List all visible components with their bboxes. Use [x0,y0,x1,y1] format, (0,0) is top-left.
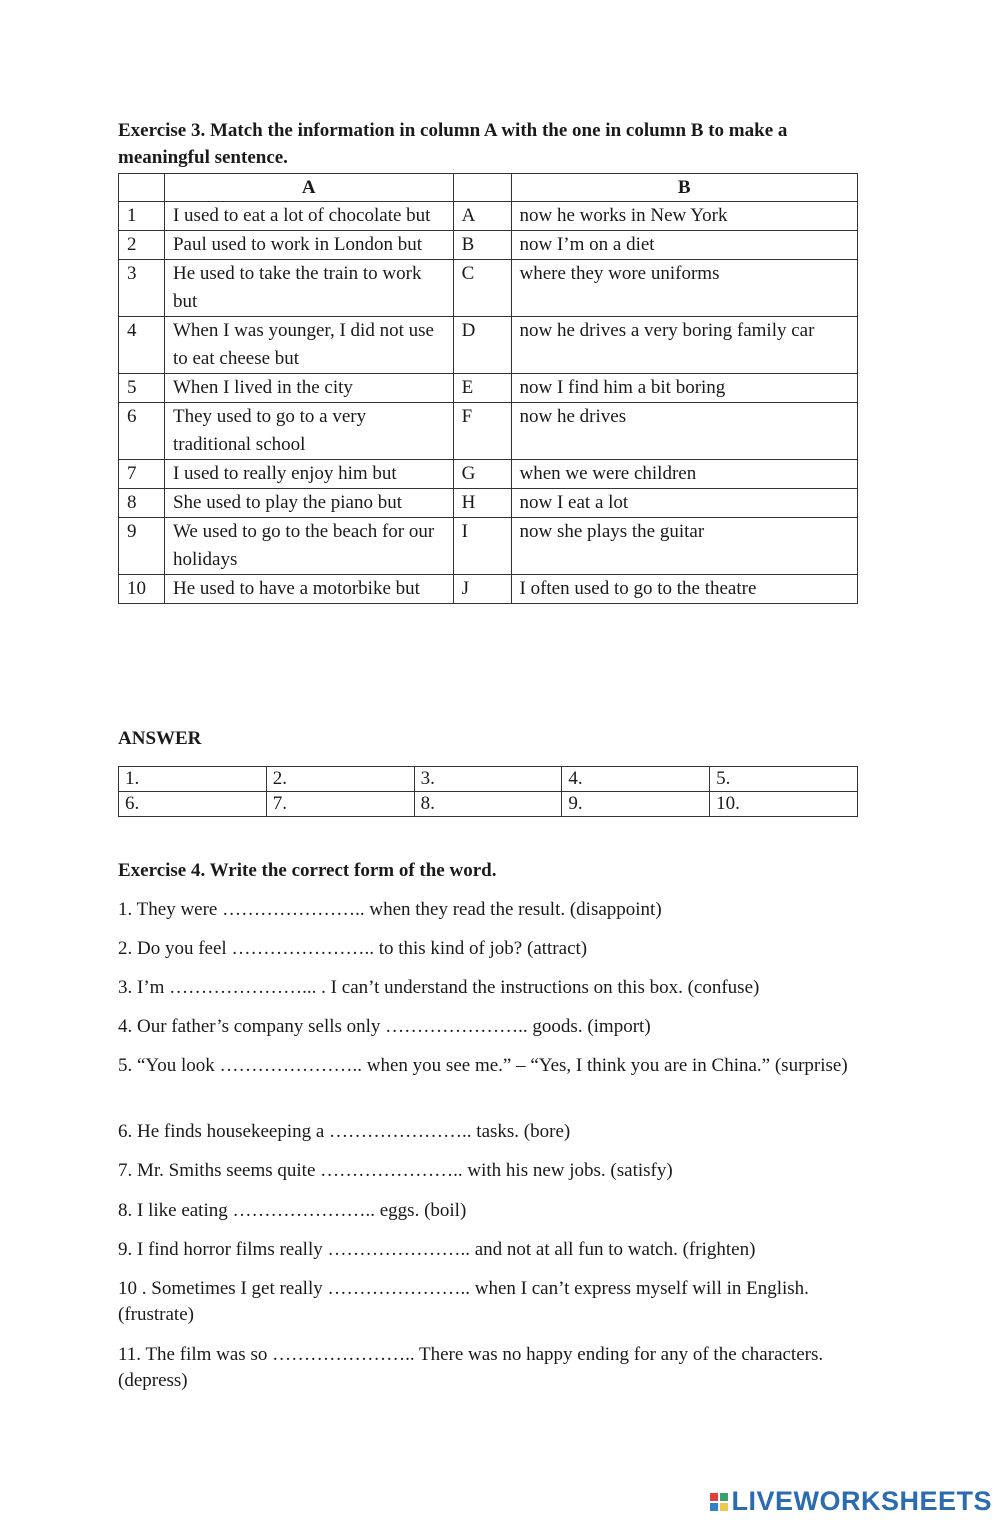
column-b-cell: now she plays the guitar [511,518,858,575]
answer-cell[interactable]: 9. [562,792,710,817]
header-letter [453,174,511,202]
table-row [119,403,858,460]
row-number: 9 [119,518,165,575]
answer-cell[interactable]: 2. [266,767,414,792]
row-letter: E [453,374,511,403]
row-letter: C [453,260,511,317]
table-row [119,460,858,489]
answer-cell[interactable]: 5. [710,767,858,792]
table-row [119,575,858,604]
column-a-cell: When I lived in the city [164,374,453,403]
column-a-cell: She used to play the piano but [164,489,453,518]
question-item: 5. “You look ………………….. when you see me.” – “Yes, I think you are in China.” (surprise) [118,1055,848,1076]
column-a-cell: Paul used to work in London but [164,231,453,260]
question-item: 2. Do you feel ………………….. to this kind of job? (attract) [118,938,588,959]
question-item: 7. Mr. Smiths seems quite ………………….. with his new jobs. (satisfy) [118,1160,673,1181]
matching-table [118,173,858,604]
row-letter: D [453,317,511,374]
row-number: 10 [119,575,165,604]
answer-table [118,766,858,817]
question-item: 6. He finds housekeeping a ………………….. tasks. (bore) [118,1121,571,1142]
column-b-cell: when we were children [511,460,858,489]
row-number: 4 [119,317,165,374]
table-row [119,489,858,518]
row-letter: F [453,403,511,460]
row-letter: J [453,575,511,604]
row-letter: I [453,518,511,575]
column-b-cell: I often used to go to the theatre [511,575,858,604]
header-column-b: B [511,174,858,202]
column-b-cell: now he drives [511,403,858,460]
logo-square-icon [710,1503,718,1511]
question-item: 4. Our father’s company sells only ………………….. goods. (import) [118,1016,651,1037]
column-a-cell: He used to take the train to work but [164,260,453,317]
answer-cell[interactable]: 3. [414,767,562,792]
question-item: 1. They were ………………….. when they read the result. (disappoint) [118,899,662,920]
table-row [119,231,858,260]
table-row [119,202,858,231]
row-letter: H [453,489,511,518]
row-letter: A [453,202,511,231]
column-b-cell: where they wore uniforms [511,260,858,317]
row-number: 5 [119,374,165,403]
column-a-cell: I used to really enjoy him but [164,460,453,489]
question-item: 10 . Sometimes I get really ………………….. when I can’t express myself will in English. (frustrate) [118,1278,809,1325]
answer-cell[interactable]: 10. [710,792,858,817]
answer-cell[interactable]: 1. [119,767,267,792]
row-number: 8 [119,489,165,518]
column-a-cell: We used to go to the beach for our holidays [164,518,453,575]
table-row [119,374,858,403]
column-b-cell: now he drives a very boring family car [511,317,858,374]
column-a-cell: When I was younger, I did not use to eat cheese but [164,317,453,374]
header-column-a: A [164,174,453,202]
answer-cell[interactable]: 7. [266,792,414,817]
matching-table-header [119,174,858,202]
brand-name: LIVEWORKSHEETS [731,1486,992,1516]
column-a-cell: He used to have a motorbike but [164,575,453,604]
column-a-cell: They used to go to a very traditional school [164,403,453,460]
row-letter: B [453,231,511,260]
liveworksheets-logo [710,1486,992,1517]
logo-square-icon [720,1503,728,1511]
table-row [119,518,858,575]
logo-square-icon [710,1493,718,1501]
liveworksheets-logo-icon [710,1493,728,1511]
answer-cell[interactable]: 4. [562,767,710,792]
table-row [119,317,858,374]
column-b-cell: now I find him a bit boring [511,374,858,403]
question-item: 8. I like eating ………………….. eggs. (boil) [118,1200,467,1221]
answer-row [119,792,858,817]
exercise-3-title: Exercise 3. Match the information in column A with the one in column B to make a meaningful sentence. [118,120,788,168]
logo-square-icon [720,1493,728,1501]
row-number: 2 [119,231,165,260]
header-number [119,174,165,202]
answer-row [119,767,858,792]
question-item: 9. I find horror films really ………………….. and not at all fun to watch. (frighten) [118,1239,756,1260]
row-number: 3 [119,260,165,317]
column-b-cell: now I’m on a diet [511,231,858,260]
table-row [119,260,858,317]
row-number: 6 [119,403,165,460]
row-number: 7 [119,460,165,489]
row-number: 1 [119,202,165,231]
column-a-cell: I used to eat a lot of chocolate but [164,202,453,231]
exercise-4-title: Exercise 4. Write the correct form of the word. [118,860,497,881]
answer-title: ANSWER [118,728,202,749]
row-letter: G [453,460,511,489]
question-item: 3. I’m …………………... . I can’t understand the instructions on this box. (confuse) [118,977,760,998]
column-b-cell: now I eat a lot [511,489,858,518]
answer-cell[interactable]: 8. [414,792,562,817]
answer-cell[interactable]: 6. [119,792,267,817]
question-item: 11. The film was so ………………….. There was no happy ending for any of the characters. (depress) [118,1344,824,1391]
column-b-cell: now he works in New York [511,202,858,231]
